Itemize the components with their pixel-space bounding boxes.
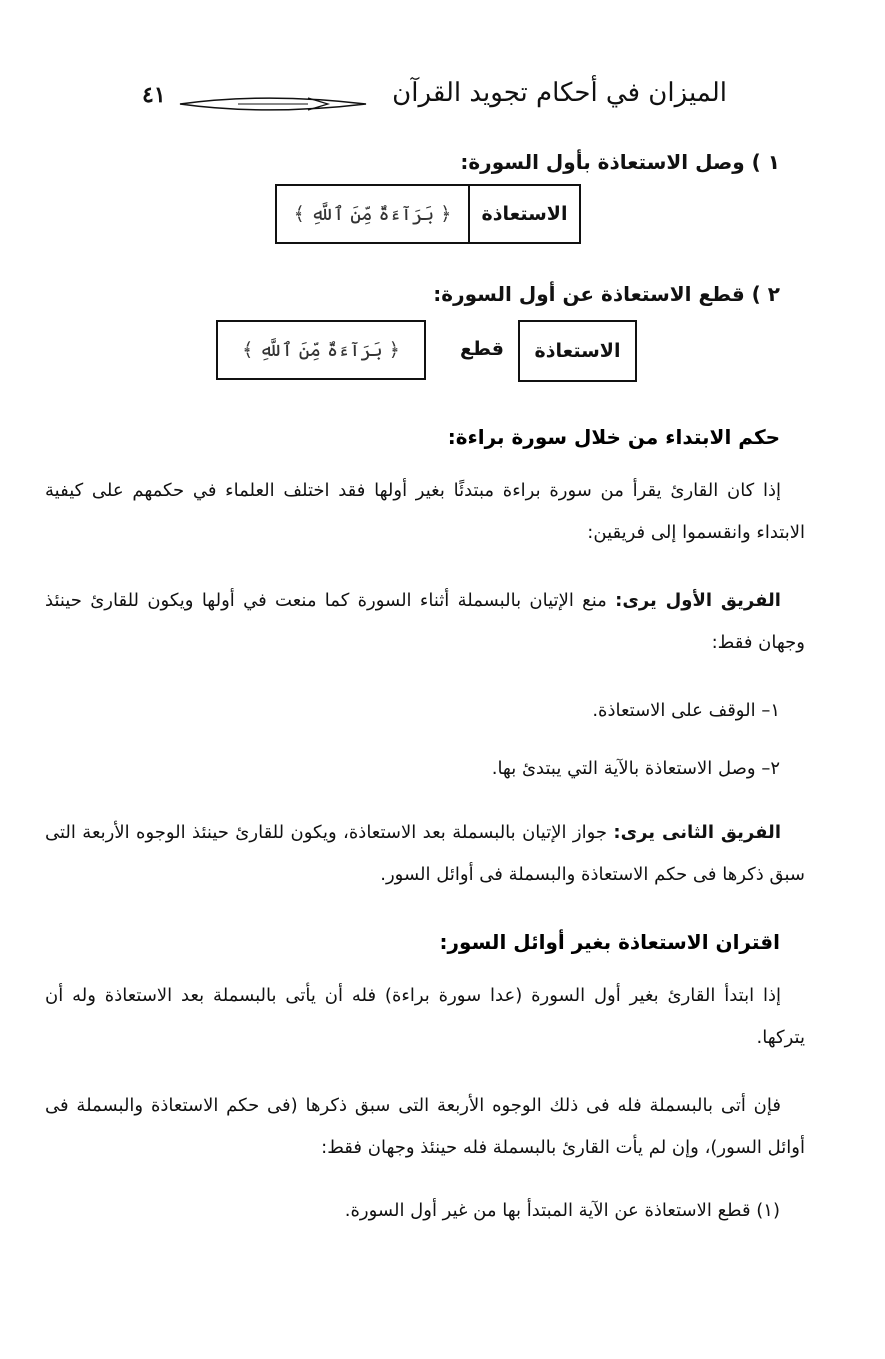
section1-istiadha-box: الاستعاذة bbox=[468, 184, 581, 244]
section1-heading: ١ ) وصل الاستعاذة بأول السورة: bbox=[460, 150, 780, 174]
group2-text: جواز الإتيان بالبسملة بعد الاستعاذة، ويكون للقارئ حينئذ الوجوه الأربعة التى سبق ذكرها فى حكم الاستعاذة والبسملة فى أوائل السور. bbox=[45, 822, 805, 885]
section1-verse-box: ﴿ بَرَآءَةٌ مِّنَ ٱللَّهِ ﴾ bbox=[275, 184, 470, 244]
group1-text: منع الإتيان بالبسملة أثناء السورة كما منعت في أولها ويكون للقارئ حينئذ وجهان فقط: bbox=[45, 590, 805, 653]
ruling-intro-paragraph: إذا كان القارئ يقرأ من سورة براءة مبتدئًا بغير أولها فقد اختلف العلماء في حكمهم على كيفية الابتداء وانقسموا إلى فريقين: bbox=[45, 480, 805, 543]
section2-separator-label: قطع bbox=[460, 338, 504, 360]
pairing-paragraph-2: فإن أتى بالبسملة فله فى ذلك الوجوه الأربعة التى سبق ذكرها (فى حكم الاستعاذة والبسملة فى أوائل السور)، وإن لم يأت القارئ بالبسملة فله حينئذ وجهان فقط: bbox=[45, 1095, 805, 1158]
ruling-heading: حكم الابتداء من خلال سورة براءة: bbox=[447, 425, 780, 449]
section2-verse-box: ﴿ بَرَآءَةٌ مِّنَ ٱللَّهِ ﴾ bbox=[216, 320, 426, 380]
pairing-paragraph-1: إذا ابتدأ القارئ بغير أول السورة (عدا سورة براءة) فله أن يأتى بالبسملة بعد الاستعاذة وله أن يتركها. bbox=[45, 985, 805, 1048]
pairing-item-1: (١) قطع الاستعاذة عن الآية المبتدأ بها من غير أول السورة. bbox=[344, 1200, 780, 1221]
pairing-heading: اقتران الاستعاذة بغير أوائل السور: bbox=[439, 930, 780, 954]
group1-paragraph bbox=[45, 580, 805, 664]
group2-label: الفريق الثانى يرى: bbox=[613, 822, 781, 843]
section2-heading: ٢ ) قطع الاستعاذة عن أول السورة: bbox=[433, 282, 780, 306]
section2-istiadha-box: الاستعاذة bbox=[518, 320, 637, 382]
page-number: ٤١ bbox=[142, 82, 166, 108]
group2-paragraph bbox=[45, 812, 805, 896]
group1-label: الفريق الأول يرى: bbox=[615, 590, 781, 611]
option2-line: ٢– وصل الاستعاذة بالآية التي يبتدئ بها. bbox=[491, 758, 780, 779]
header-ornament-icon bbox=[178, 92, 368, 116]
option1-line: ١– الوقف على الاستعاذة. bbox=[592, 700, 780, 721]
running-header-title: الميزان في أحكام تجويد القرآن bbox=[392, 78, 727, 108]
